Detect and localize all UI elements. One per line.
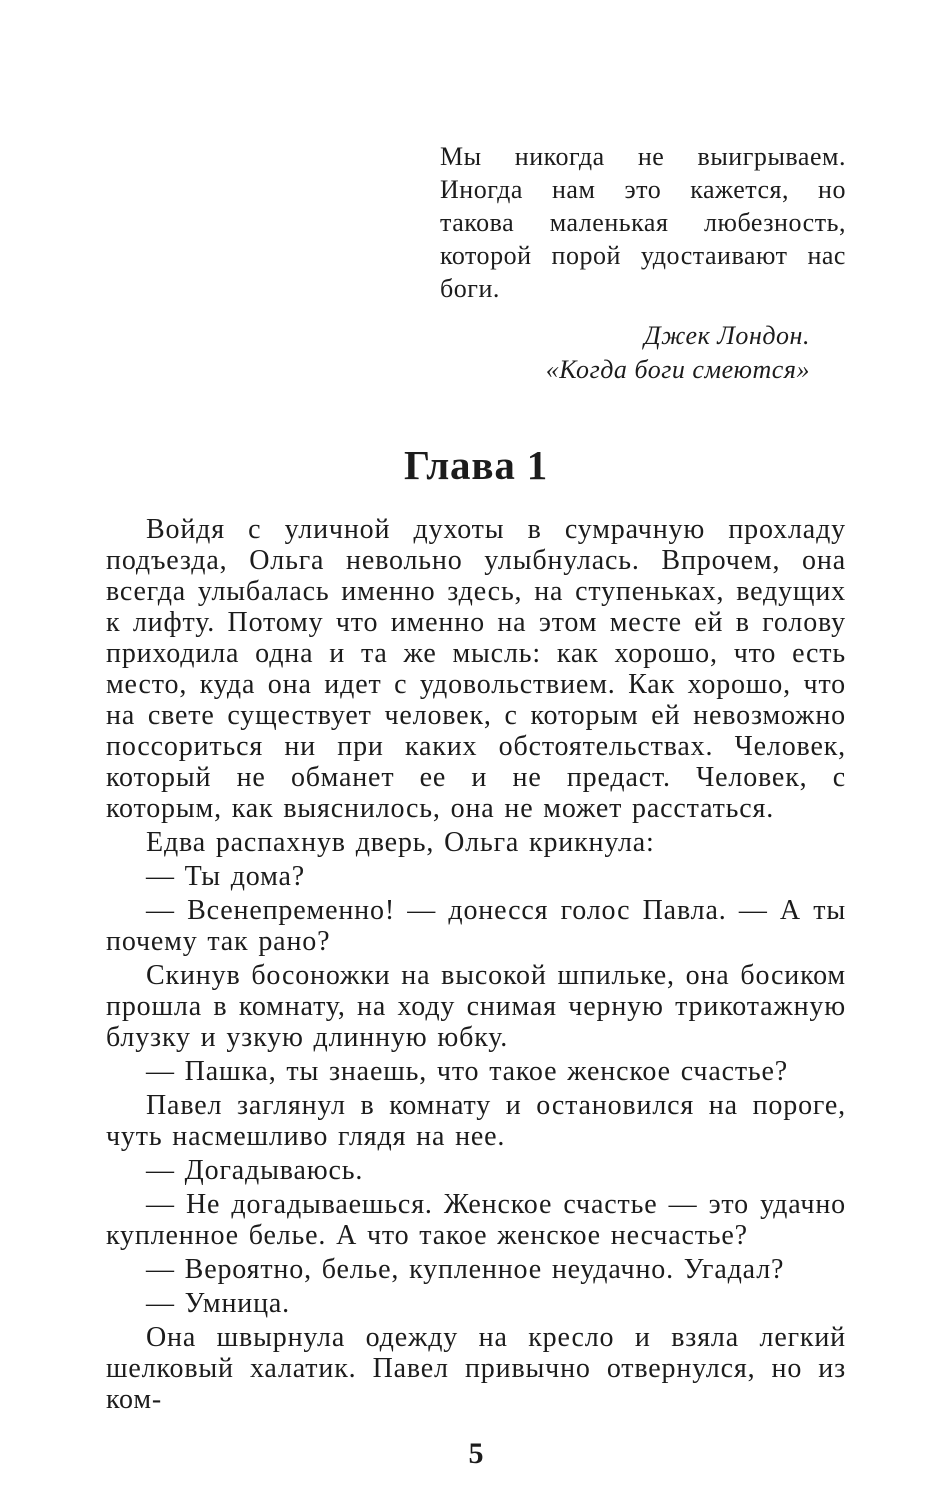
paragraph-dialogue: — Всенепременно! — донесся голос Павла. — А ты почему так рано? bbox=[106, 895, 846, 958]
epigraph-attribution bbox=[440, 319, 846, 387]
chapter-body bbox=[106, 514, 846, 1415]
epigraph-text: Мы никогда не выигрываем. Иногда нам это кажется, но такова маленькая любезность, которой порой удостаивают нас боги. bbox=[440, 142, 846, 303]
paragraph-dialogue: — Догадываюсь. bbox=[146, 1155, 364, 1187]
paragraph: Войдя с уличной духоты в сумрачную прохладу подъезда, Ольга невольно улыбнулась. Впрочем, она всегда улыбалась именно здесь, на ступеньках, ведущих к лифту. Потому что именно на этом месте ей в голову приходила одна и та же мысль: как хорошо, что есть место, куда она идет с удовольствием. Как хорошо, что на свете существует человек, с которым ей невозможно поссориться ни при каких обстоятельствах. Человек, который не обманет ее и не предаст. Человек, с которым, как выяснилось, она не может расстаться. bbox=[106, 514, 846, 825]
page-number: 5 bbox=[468, 1437, 484, 1471]
paragraph-dialogue: — Не догадываешься. Женское счастье — это удачно купленное белье. А что такое женское несчастье? bbox=[106, 1189, 846, 1252]
paragraph: Скинув босоножки на высокой шпильке, она босиком прошла в комнату, на ходу снимая черную трикотажную блузку и узкую длинную юбку. bbox=[106, 960, 846, 1054]
paragraph-dialogue: — Ты дома? bbox=[146, 861, 306, 893]
attribution-source: «Когда боги смеются» bbox=[545, 355, 810, 384]
paragraph-dialogue: — Умница. bbox=[146, 1288, 291, 1320]
paragraph-dialogue: — Вероятно, белье, купленное неудачно. Угадал? bbox=[146, 1254, 785, 1286]
epigraph bbox=[440, 140, 846, 387]
paragraph-dialogue: — Пашка, ты знаешь, что такое женское счастье? bbox=[146, 1056, 789, 1088]
chapter-title: Глава 1 bbox=[403, 442, 549, 488]
paragraph: Едва распахнув дверь, Ольга крикнула: bbox=[146, 827, 655, 859]
attribution-author: Джек Лондон. bbox=[644, 321, 810, 350]
paragraph: Она швырнула одежду на кресло и взяла легкий шелковый халатик. Павел привычно отвернулся, но из ком- bbox=[106, 1322, 846, 1416]
paragraph: Павел заглянул в комнату и остановился на пороге, чуть насмешливо глядя на нее. bbox=[106, 1090, 846, 1153]
